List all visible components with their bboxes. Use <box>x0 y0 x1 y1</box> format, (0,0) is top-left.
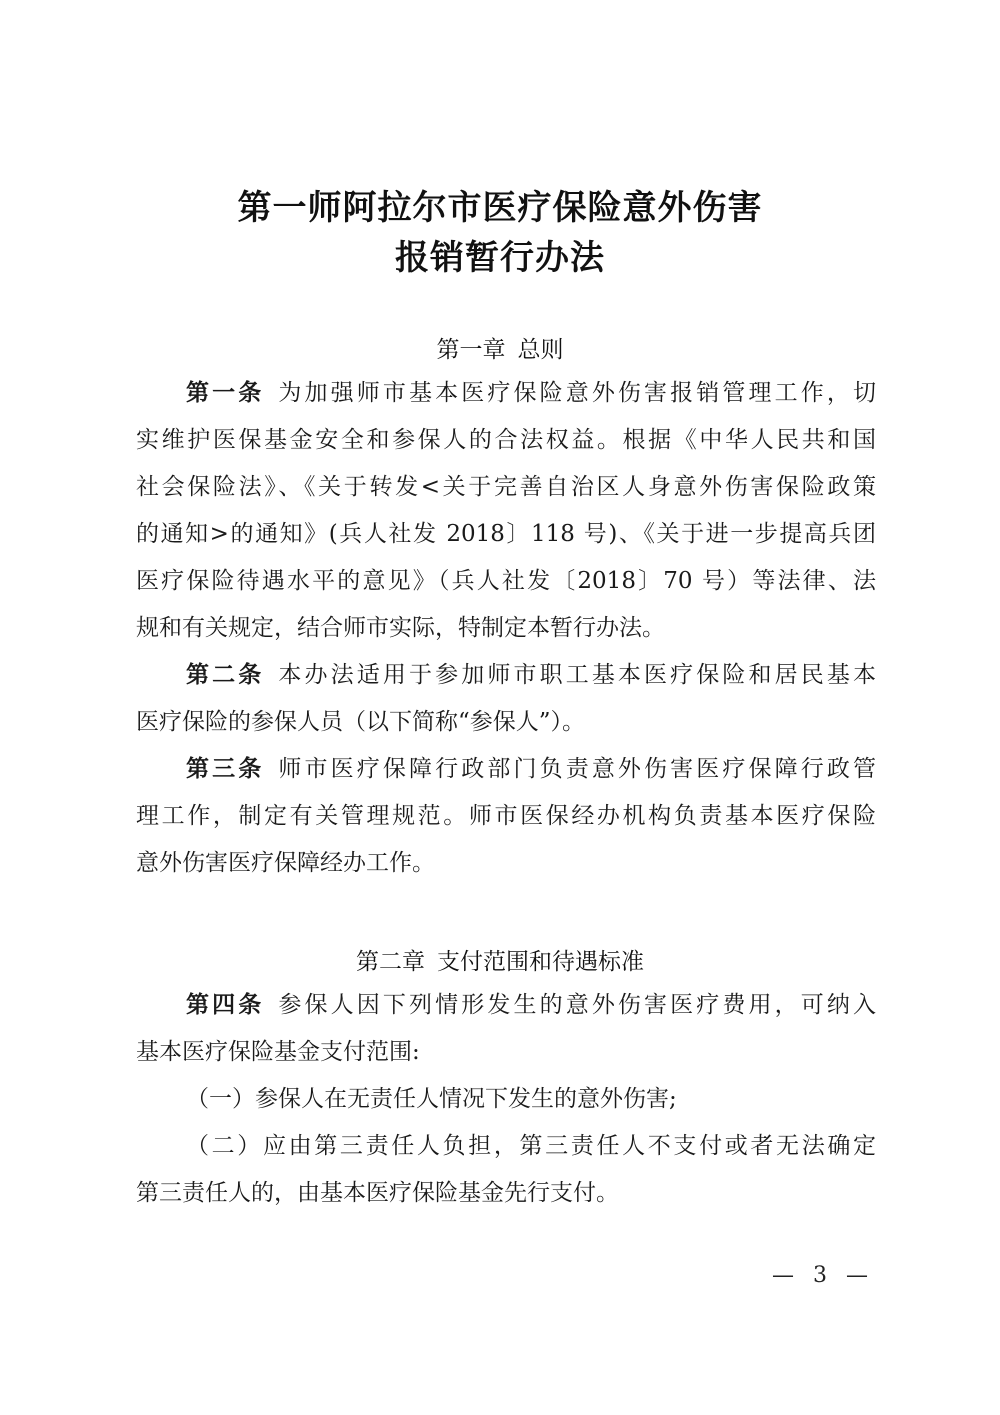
article-1-line-4: 的通知>的通知》(兵人社发 2018〕118 号)、《关于进一步提高兵团 <box>136 521 876 547</box>
article-4-line-2: 基本医疗保险基金支付范围: <box>136 1039 420 1065</box>
article-1-line-6: 规和有关规定，结合师市实际，特制定本暂行办法。 <box>136 615 665 641</box>
item-2-line-2: 第三责任人的，由基本医疗保险基金先行支付。 <box>136 1180 619 1206</box>
article-1-label: 第一条 <box>186 380 265 406</box>
article-3-label: 第三条 <box>186 756 265 782</box>
chapter-2-number: 第二章 <box>356 949 425 975</box>
document-title-line-1: 第一师阿拉尔市医疗保险意外伤害 <box>237 188 763 228</box>
article-1-line-1 <box>186 378 876 408</box>
article-4-label: 第四条 <box>186 992 265 1018</box>
article-2-line-2: 医疗保险的参保人员（以下简称“参保人”）。 <box>136 709 586 735</box>
item-1: （一）参保人在无责任人情况下发生的意外伤害; <box>186 1086 677 1112</box>
article-4-line-1 <box>186 990 876 1020</box>
item-2-line-1: （二）应由第三责任人负担，第三责任人不支付或者无法确定 <box>186 1133 876 1159</box>
article-3-line-2: 理工作，制定有关管理规范。师市医保经办机构负责基本医疗保险 <box>136 803 876 829</box>
article-1-text: 为加强师市基本医疗保险意外伤害报销管理工作，切 <box>278 380 877 406</box>
article-3-line-3: 意外伤害医疗保障经办工作。 <box>136 850 435 876</box>
article-4-text: 参保人因下列情形发生的意外伤害医疗费用，可纳入 <box>278 992 877 1018</box>
article-1-line-2: 实维护医保基金安全和参保人的合法权益。根据《中华人民共和国 <box>136 427 876 453</box>
chapter-1-name: 总则 <box>517 337 564 363</box>
chapter-2-heading <box>0 943 1000 976</box>
article-2-label: 第二条 <box>186 662 265 688</box>
chapter-1-number: 第一章 <box>436 337 506 363</box>
article-3-line-1 <box>186 754 876 784</box>
chapter-2-name: 支付范围和待遇标准 <box>437 949 644 975</box>
article-1-line-3: 社会保险法》、《关于转发<关于完善自治区人身意外伤害保险政策 <box>136 474 876 500</box>
article-3-text: 师市医疗保障行政部门负责意外伤害医疗保障行政管 <box>278 756 877 782</box>
article-2-text: 本办法适用于参加师市职工基本医疗保险和居民基本 <box>278 662 877 688</box>
article-1-line-5: 医疗保险待遇水平的意见》（兵人社发〔2018〕70 号）等法律、法 <box>136 568 876 594</box>
article-2-line-1 <box>186 660 876 690</box>
page-number: — 3 — <box>772 1263 874 1288</box>
document-title-line-2: 报销暂行办法 <box>395 238 605 278</box>
chapter-1-heading <box>0 331 1000 364</box>
